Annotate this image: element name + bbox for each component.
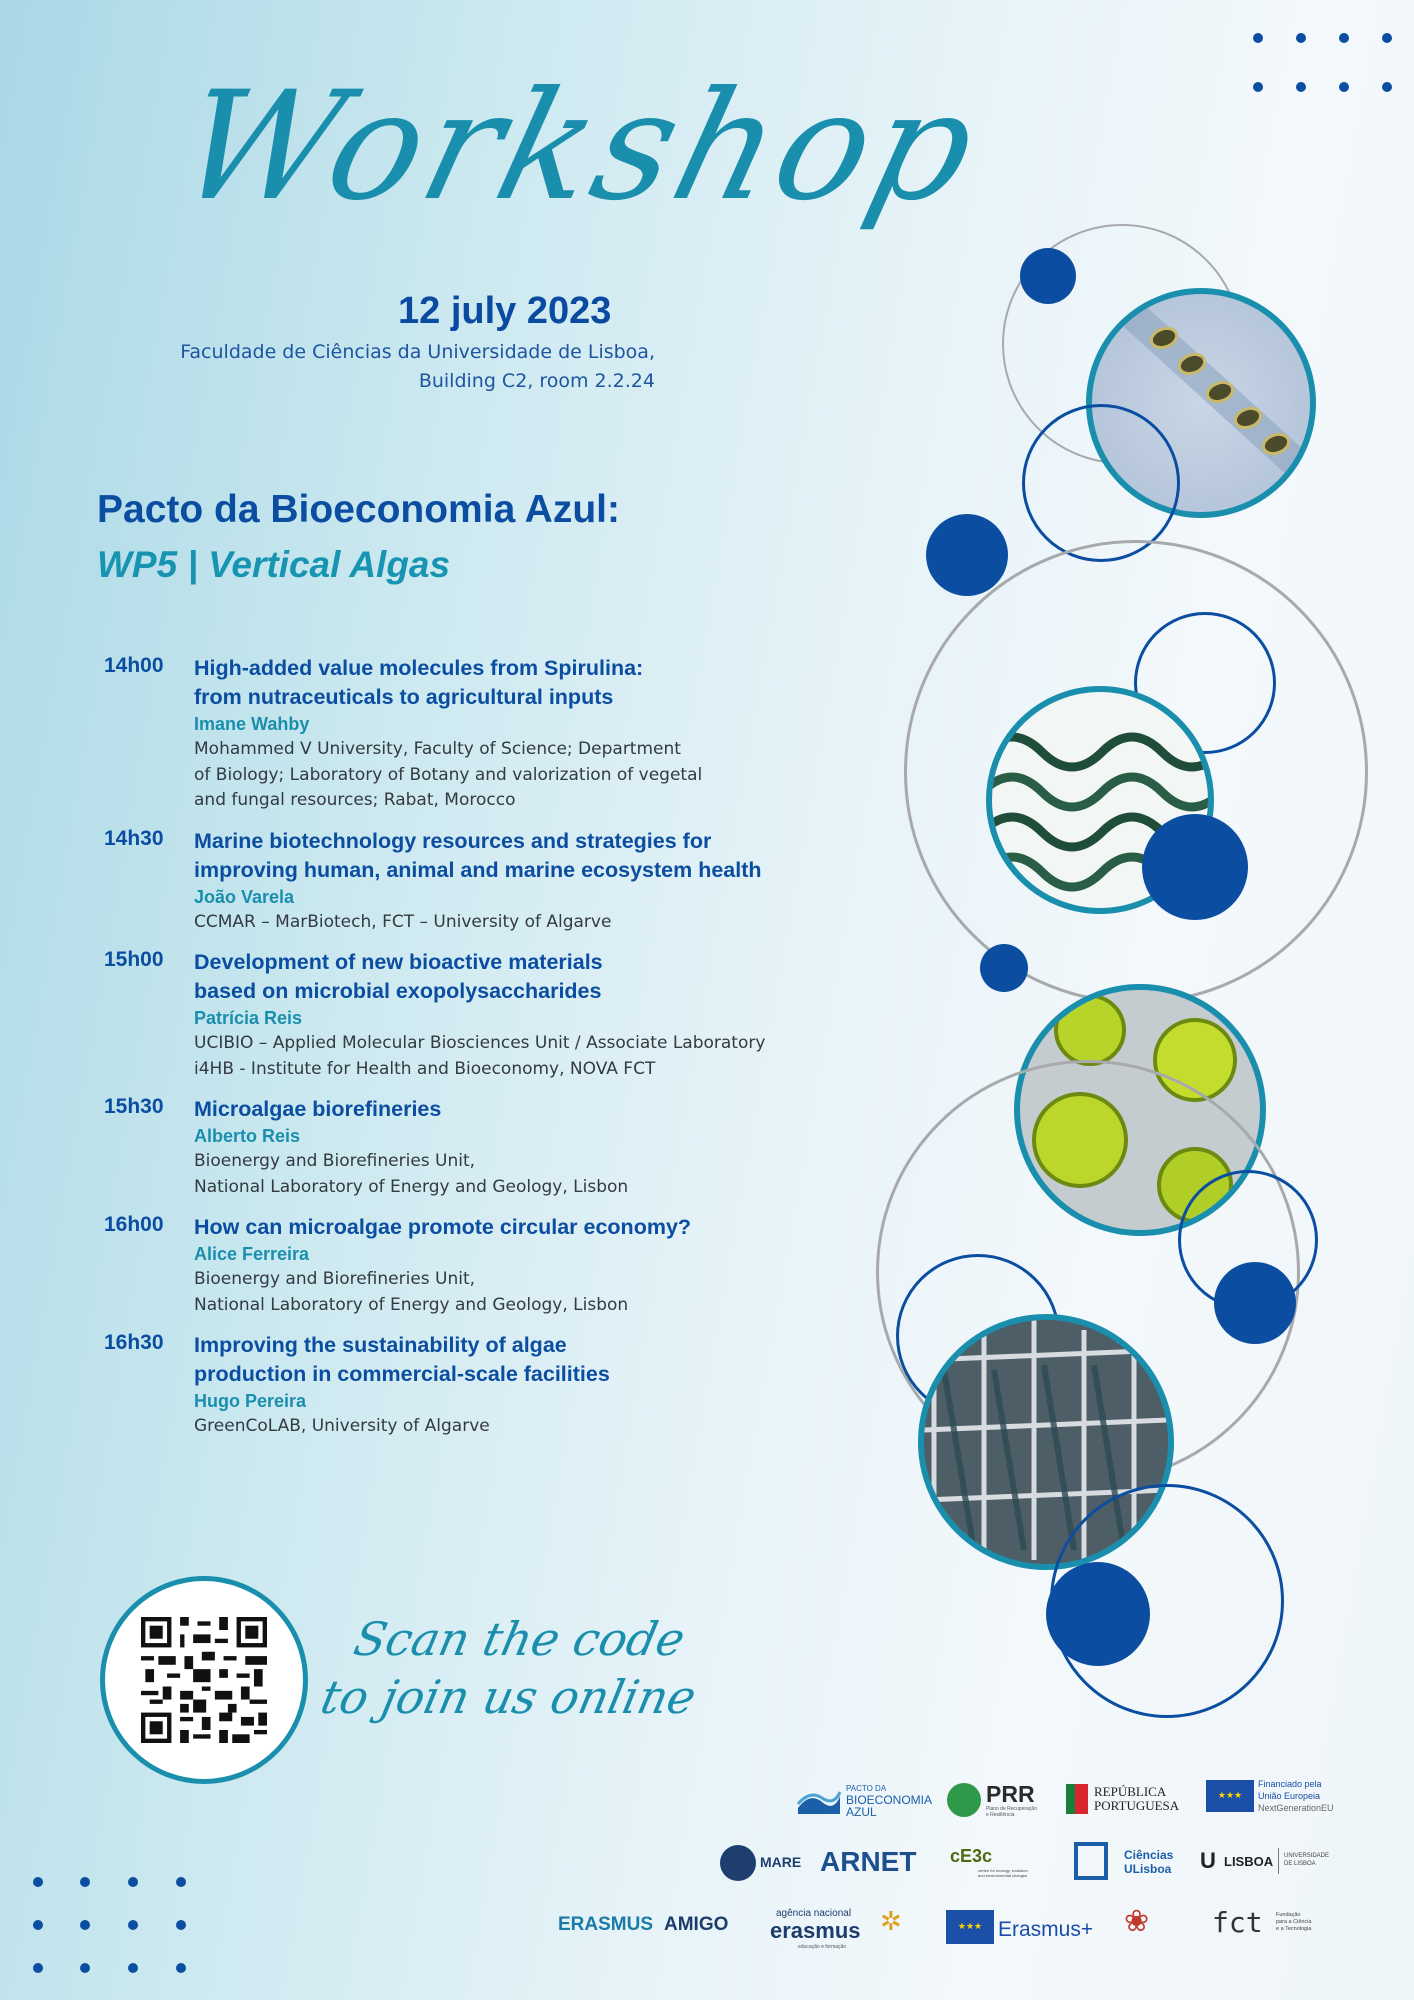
erasmus-plus-label: Erasmus+: [998, 1918, 1094, 1941]
agenda-item-5: [100, 1213, 900, 1318]
agenda-item-1: [100, 654, 900, 814]
session-time: 16h30: [104, 1331, 164, 1354]
erasmus-amigo-line-2: AMIGO: [664, 1914, 729, 1935]
speaker-affiliation-line: CCMAR – MarBiotech, FCT – University of Algarve: [194, 911, 612, 932]
republica-line-2: PORTUGUESA: [1094, 1798, 1180, 1813]
portugal-flag-icon: [1066, 1784, 1088, 1814]
ce3c-label: cE3c: [950, 1846, 993, 1866]
session-title-line: production in commercial-scale facilities: [194, 1362, 610, 1386]
venue-line-1: Faculdade de Ciências da Universidade de Lisboa,: [180, 341, 655, 363]
workshop-title: Workshop: [163, 60, 996, 234]
prr-label: PRR: [986, 1781, 1035, 1807]
session-title-line: High-added value molecules from Spirulina:: [194, 656, 644, 680]
decor-dot: [1020, 248, 1076, 304]
venue: [0, 338, 655, 396]
ce3c-sub-2: and environmental changes: [978, 1873, 1028, 1878]
decor-dot: [1142, 814, 1248, 920]
decor-ring: [1022, 404, 1180, 562]
ulisboa-u-icon: U: [1200, 1848, 1216, 1873]
session-time: 14h30: [104, 826, 164, 850]
speaker-affiliation-line: and fungal resources; Rabat, Morocco: [194, 790, 516, 810]
session-title-line: Improving the sustainability of algae: [194, 1333, 567, 1357]
fct-sub-1: Fundação: [1276, 1912, 1301, 1918]
agencia-line-1: agência nacional: [776, 1908, 852, 1919]
decor-dot: [926, 514, 1008, 596]
agenda-item-3: [100, 948, 900, 1082]
speaker-name: Alice Ferreira: [194, 1244, 310, 1264]
prr-leaf-icon: [947, 1783, 981, 1817]
ciencias-c-icon: [1074, 1842, 1108, 1880]
program-subheading: WP5 | Vertical Algas: [97, 544, 451, 585]
divider: [1278, 1848, 1279, 1874]
fct-label: fct: [1212, 1906, 1263, 1939]
republica-line-1: REPÚBLICA: [1094, 1784, 1167, 1799]
speaker-affiliation-line: National Laboratory of Energy and Geology, Lisbon: [194, 1294, 629, 1315]
speaker-name: Alberto Reis: [194, 1126, 301, 1146]
cta-line-1: Scan the code: [349, 1612, 690, 1666]
agencia-line-2: erasmus: [770, 1918, 861, 1943]
prr-sub-1: Plano de Recuperação: [986, 1806, 1037, 1812]
speaker-name: Imane Wahby: [194, 714, 310, 734]
eu-line-2: União Europeia: [1258, 1791, 1321, 1801]
session-title-line: from nutraceuticals to agricultural inputs: [194, 685, 614, 709]
tree-logo-icon: ❀: [1124, 1905, 1150, 1938]
speaker-name: Hugo Pereira: [194, 1391, 307, 1411]
agenda-item-2: [100, 827, 900, 936]
cta-line-2: to join us online: [316, 1670, 701, 1724]
speaker-affiliation-line: i4HB - Institute for Health and Bioeconomy, NOVA FCT: [194, 1058, 656, 1079]
wave-icon: [796, 1786, 842, 1816]
prr-sub-2: e Resiliência: [986, 1812, 1015, 1818]
eu-flag-icon: ★★★: [946, 1910, 994, 1944]
mare-icon: [720, 1845, 756, 1881]
program-heading: Pacto da Bioeconomia Azul:: [97, 488, 620, 531]
session-title-line: Marine biotechnology resources and strategies for: [194, 828, 712, 853]
eu-line-3: NextGenerationEU: [1258, 1803, 1334, 1813]
speaker-affiliation-line: National Laboratory of Energy and Geology, Lisbon: [194, 1176, 629, 1197]
agencia-line-3: educação e formação: [798, 1944, 847, 1950]
event-date: 12 july 2023: [398, 290, 612, 332]
atom-icon: ✲: [880, 1906, 902, 1936]
pacto-line-3: AZUL: [846, 1805, 877, 1819]
agenda-item-4: [100, 1095, 900, 1200]
speaker-affiliation-line: Bioenergy and Biorefineries Unit,: [194, 1269, 476, 1289]
ce3c-sub-1: centre for ecology, evolution: [978, 1868, 1028, 1873]
pacto-line-1: PACTO DA: [846, 1784, 887, 1793]
ciencias-line-2: ULisboa: [1124, 1862, 1172, 1876]
lisboa-sub-2: DE LISBOA: [1284, 1861, 1316, 1867]
decor-dot: [980, 944, 1028, 992]
venue-line-2: Building C2, room 2.2.24: [418, 370, 655, 392]
session-title-line: How can microalgae promote circular economy?: [194, 1215, 692, 1239]
qr-code-icon[interactable]: [141, 1617, 267, 1743]
session-time: 15h30: [104, 1095, 164, 1118]
logo-arnet: ARNET: [820, 1846, 917, 1877]
mare-label: MARE: [760, 1854, 802, 1870]
speaker-affiliation-line: of Biology; Laboratory of Botany and valorization of vegetal: [194, 764, 703, 785]
erasmus-amigo-line-1: ERASMUS: [558, 1914, 654, 1935]
lisboa-sub-1: UNIVERSIDADE: [1284, 1853, 1330, 1859]
session-time: 16h00: [104, 1213, 164, 1236]
speaker-affiliation-line: GreenCoLAB, University of Algarve: [194, 1416, 490, 1436]
fct-sub-2: para a Ciência: [1276, 1919, 1312, 1925]
eu-flag-icon: ★★★: [1206, 1780, 1254, 1812]
speaker-name: Patrícia Reis: [194, 1008, 303, 1028]
lisboa-label: LISBOA: [1224, 1854, 1274, 1869]
speaker-affiliation-line: Mohammed V University, Faculty of Science; Department: [194, 739, 681, 759]
session-title-line: Development of new bioactive materials: [194, 950, 603, 974]
decor-dot: [1214, 1262, 1296, 1344]
agenda: [100, 654, 900, 1440]
fct-sub-3: e a Tecnologia: [1276, 1926, 1312, 1932]
session-time: 15h00: [104, 948, 164, 971]
agenda-item-6: [100, 1331, 900, 1440]
speaker-affiliation-line: UCIBIO – Applied Molecular Biosciences Unit / Associate Laboratory: [194, 1033, 766, 1053]
ciencias-line-1: Ciências: [1124, 1848, 1174, 1862]
speaker-name: João Varela: [194, 886, 295, 907]
session-title-line: Microalgae biorefineries: [194, 1097, 442, 1121]
session-title-line: based on microbial exopolysaccharides: [194, 979, 602, 1003]
eu-line-1: Financiado pela: [1258, 1779, 1322, 1789]
session-title-line: improving human, animal and marine ecosystem health: [194, 857, 762, 882]
speaker-affiliation-line: Bioenergy and Biorefineries Unit,: [194, 1151, 476, 1171]
decor-dot: [1046, 1562, 1150, 1666]
session-time: 14h00: [104, 654, 164, 677]
pacto-line-2: BIOECONOMIA: [846, 1793, 933, 1807]
